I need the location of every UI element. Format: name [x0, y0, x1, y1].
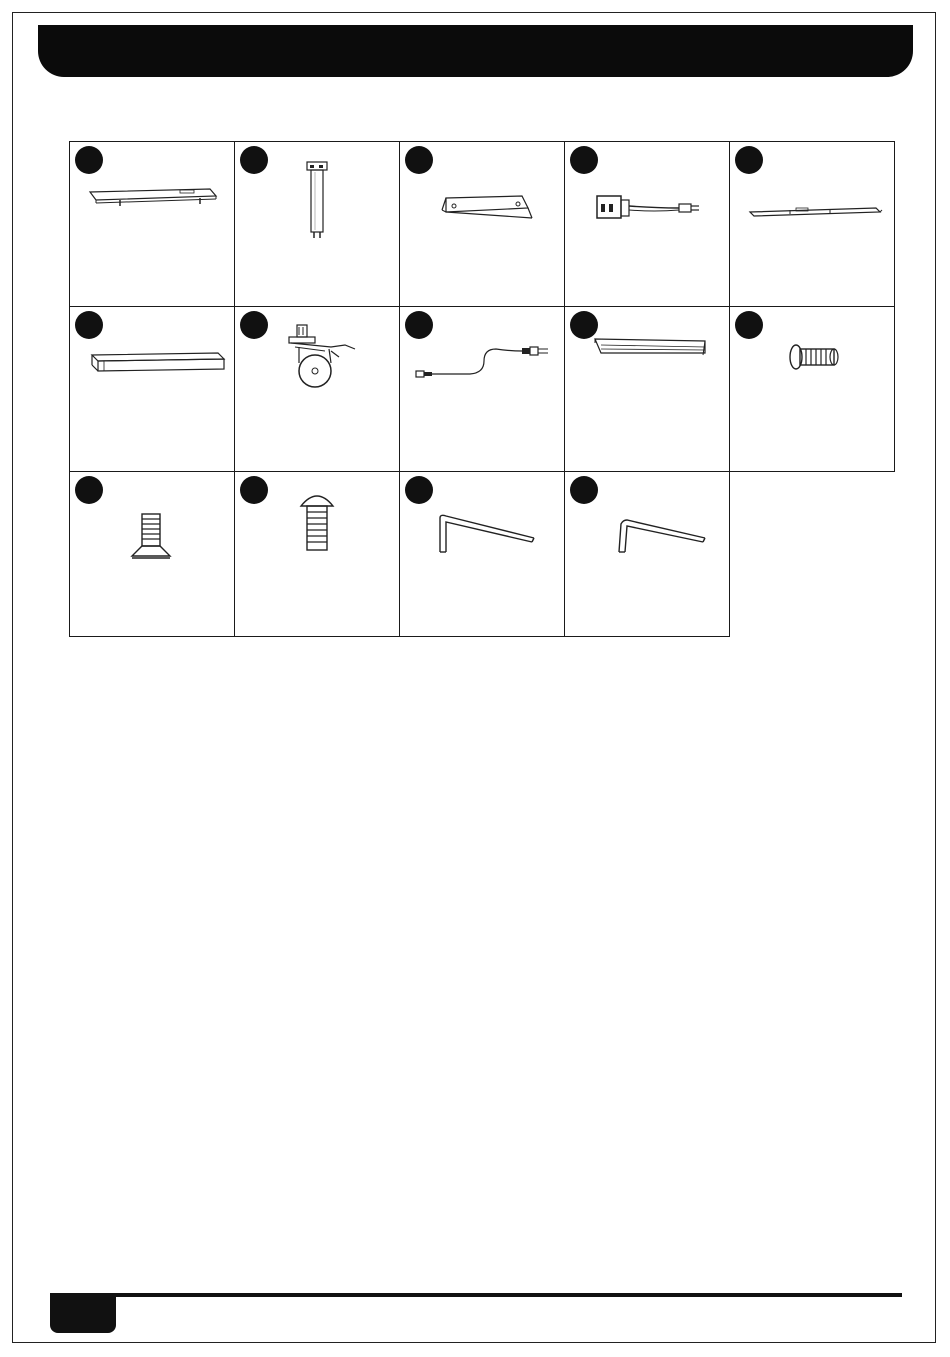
part-cell-3 [399, 141, 565, 307]
part-cell-8 [399, 306, 565, 472]
rail-strip-icon [565, 307, 731, 473]
part-cell-11 [69, 471, 235, 637]
part-cell-10 [729, 306, 895, 472]
crossbar-plate-icon [730, 142, 896, 308]
countersunk-screw-icon [70, 472, 236, 638]
part-cell-13 [399, 471, 565, 637]
header-bar [38, 25, 913, 77]
hex-key-small-icon [565, 472, 731, 638]
leg-column-icon [235, 142, 401, 308]
control-box-cable-icon [565, 142, 731, 308]
part-cell-9 [564, 306, 730, 472]
desktop-panel-icon [70, 142, 236, 308]
part-cell-6 [69, 306, 235, 472]
part-cell-14 [564, 471, 730, 637]
part-cell-4 [564, 141, 730, 307]
part-cell-7 [234, 306, 400, 472]
flange-bolt-icon [730, 307, 896, 473]
part-cell-1 [69, 141, 235, 307]
frame-tray-icon [70, 307, 236, 473]
caster-wheel-icon [235, 307, 401, 473]
part-cell-2 [234, 141, 400, 307]
page-number-tab [50, 1293, 116, 1333]
part-cell-5 [729, 141, 895, 307]
button-head-screw-icon [235, 472, 401, 638]
part-cell-12 [234, 471, 400, 637]
hex-key-large-icon [400, 472, 566, 638]
extension-cable-icon [400, 307, 566, 473]
mounting-bracket-icon [400, 142, 566, 308]
footer-rule [110, 1293, 902, 1297]
